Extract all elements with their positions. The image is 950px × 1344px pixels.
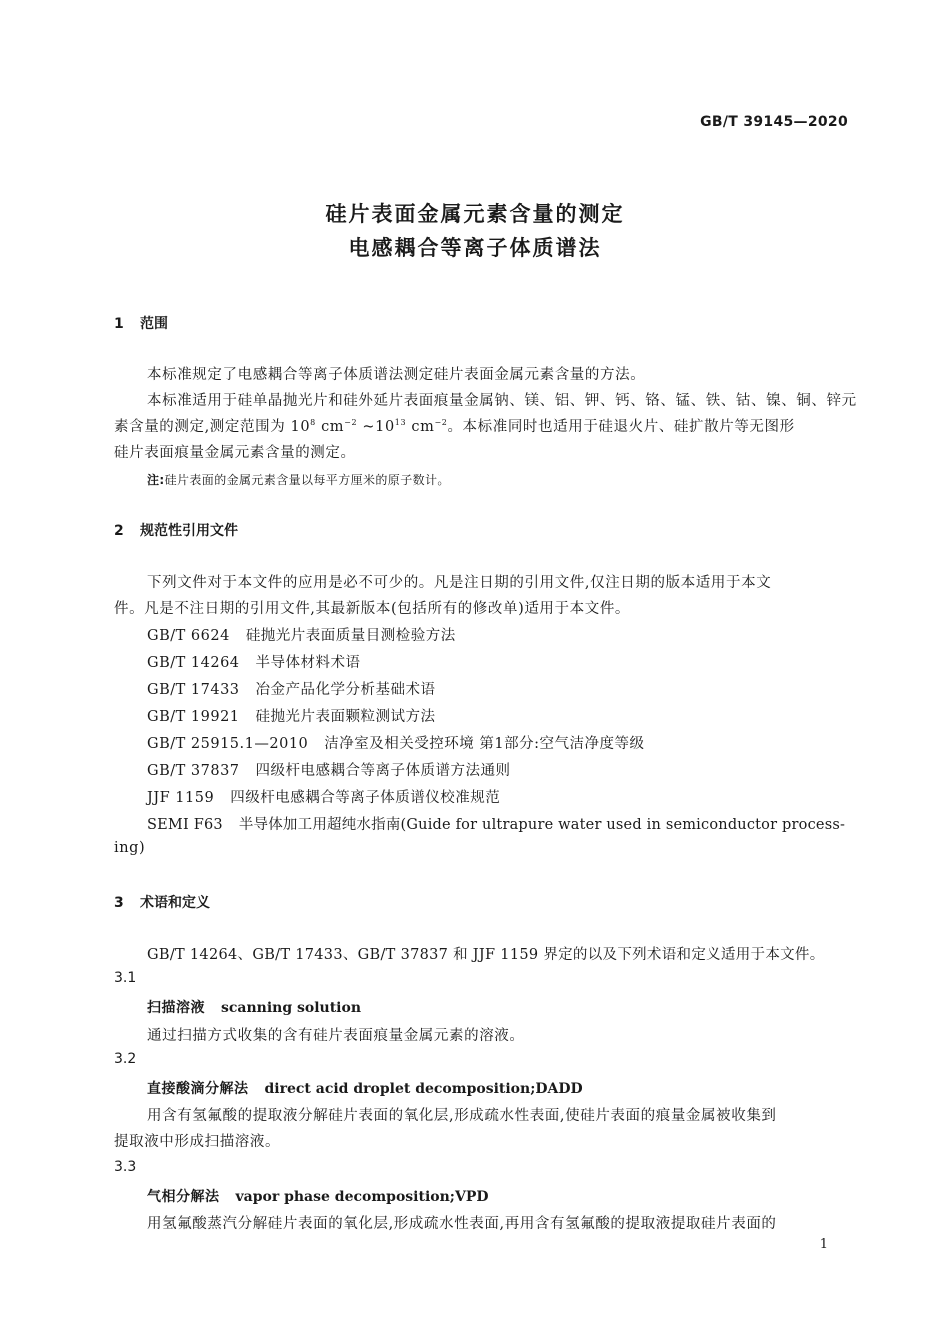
term-number: 3.2 bbox=[114, 1051, 137, 1067]
note bbox=[147, 471, 450, 488]
term-number: 3.3 bbox=[114, 1159, 137, 1175]
paragraph-line: 件。凡是不注日期的引用文件,其最新版本(包括所有的修改单)适用于本文件。 bbox=[114, 601, 631, 617]
document-title-line2: 电感耦合等离子体质谱法 bbox=[348, 236, 602, 260]
term-heading: 直接酸滴分解法 direct acid droplet decomposition;DADD bbox=[147, 1081, 583, 1097]
section-title: 规范性引用文件 bbox=[140, 523, 238, 539]
reference-item: GB/T 17433 冶金产品化学分析基础术语 bbox=[147, 682, 436, 698]
reference-item: GB/T 19921 硅抛光片表面颗粒测试方法 bbox=[147, 709, 436, 725]
reference-item: GB/T 37837 四级杆电感耦合等离子体质谱方法通则 bbox=[147, 763, 511, 779]
section-number: 3 bbox=[114, 895, 124, 911]
paragraph: GB/T 14264、GB/T 17433、GB/T 37837 和 JJF 1159 界定的以及下列术语和定义适用于本文件。 bbox=[147, 947, 825, 963]
section-heading-terms-definitions bbox=[114, 892, 210, 912]
reference-item: GB/T 6624 硅抛光片表面质量目测检验方法 bbox=[147, 628, 456, 644]
term-number: 3.1 bbox=[114, 970, 137, 986]
standard-code: GB/T 39145—2020 bbox=[700, 114, 848, 130]
term-definition: 用含有氢氟酸的提取液分解硅片表面的氧化层,形成疏水性表面,使硅片表面的痕量金属被收集到 bbox=[147, 1108, 777, 1124]
paragraph-line: 下列文件对于本文件的应用是必不可少的。凡是注日期的引用文件,仅注日期的版本适用于本文 bbox=[147, 575, 772, 591]
term-heading: 扫描溶液 scanning solution bbox=[147, 1000, 362, 1016]
paragraph-line: 本标准适用于硅单晶抛光片和硅外延片表面痕量金属钠、镁、铝、钾、钙、铬、锰、铁、钴、镍、铜、锌元 bbox=[147, 393, 857, 409]
reference-continuation: ing) bbox=[114, 840, 146, 856]
note-label: 注: bbox=[147, 473, 165, 487]
section-number: 2 bbox=[114, 523, 124, 539]
term-definition: 提取液中形成扫描溶液。 bbox=[114, 1134, 281, 1150]
paragraph: 本标准规定了电感耦合等离子体质谱法测定硅片表面金属元素含量的方法。 bbox=[147, 367, 646, 383]
page-number: 1 bbox=[819, 1237, 828, 1252]
term-definition: 用氢氟酸蒸汽分解硅片表面的氧化层,形成疏水性表面,再用含有氢氟酸的提取液提取硅片表面的 bbox=[147, 1216, 777, 1232]
section-title: 范围 bbox=[140, 316, 168, 332]
section-number: 1 bbox=[114, 316, 124, 332]
section-heading-scope bbox=[114, 313, 168, 333]
document-title-line1: 硅片表面金属元素含量的测定 bbox=[325, 202, 625, 226]
reference-item: GB/T 14264 半导体材料术语 bbox=[147, 655, 361, 671]
section-heading-normative-references bbox=[114, 520, 238, 540]
reference-item: SEMI F63 半导体加工用超纯水指南(Guide for ultrapure water used in semiconductor process- bbox=[147, 817, 846, 833]
term-definition: 通过扫描方式收集的含有硅片表面痕量金属元素的溶液。 bbox=[147, 1028, 525, 1044]
reference-item: GB/T 25915.1—2010 洁净室及相关受控环境 第1部分:空气洁净度等级 bbox=[147, 736, 645, 752]
paragraph-line: 硅片表面痕量金属元素含量的测定。 bbox=[114, 445, 356, 461]
note-text: 硅片表面的金属元素含量以每平方厘米的原子数计。 bbox=[164, 473, 450, 487]
term-heading: 气相分解法 vapor phase decomposition;VPD bbox=[147, 1189, 489, 1205]
paragraph-line: 素含量的测定,测定范围为 $10^8$ $cm^{-2}$ $\sim 10^{13}$ $cm^{-2}$。本标准同时也适用于硅退火片、硅扩散片等无图形 bbox=[114, 418, 795, 435]
section-title: 术语和定义 bbox=[140, 895, 210, 911]
reference-item: JJF 1159 四级杆电感耦合等离子体质谱仪校准规范 bbox=[147, 790, 501, 806]
